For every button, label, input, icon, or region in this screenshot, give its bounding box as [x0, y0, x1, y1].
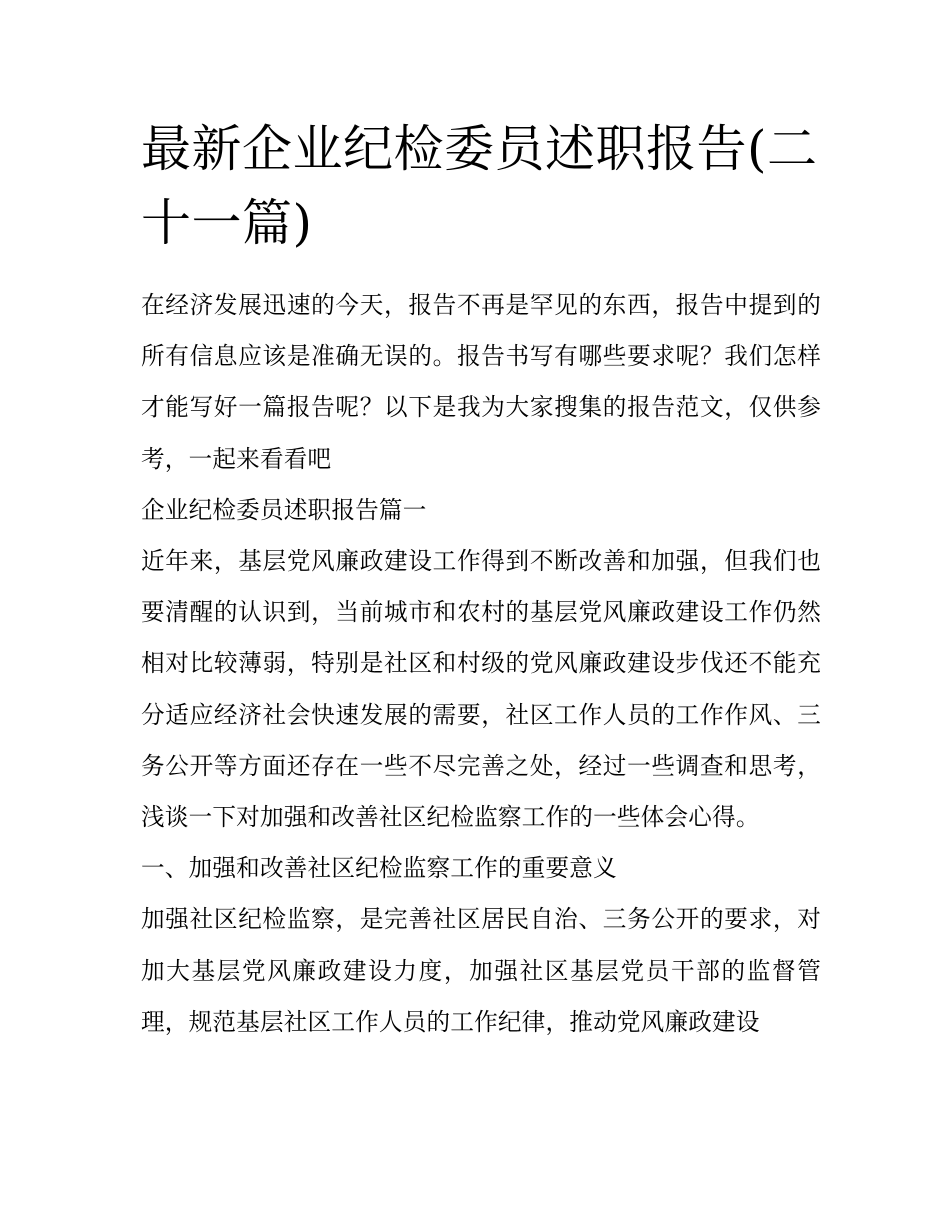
document-body: [141, 280, 821, 1048]
intro-paragraph: 在经济发展迅速的今天，报告不再是罕见的东西，报告中提到的所有信息应该是准确无误的。报告书写有哪些要求呢？我们怎样才能写好一篇报告呢？以下是我为大家搜集的报告范文，仅供参考，一起来看看吧: [141, 291, 821, 473]
section-heading: 企业纪检委员述职报告篇一: [141, 495, 427, 524]
subsection-heading: 一、加强和改善社区纪检监察工作的重要意义: [141, 854, 617, 883]
body-paragraph: 近年来，基层党风廉政建设工作得到不断改善和加强，但我们也要清醒的认识到，当前城市和农村的基层党风廉政建设工作仍然相对比较薄弱，特别是社区和村级的党风廉政建设步伐还不能充分适应经济社会快速发展的需要，社区工作人员的工作作风、三务公开等方面还存在一些不尽完善之处，经过一些调查和思考，浅谈一下对加强和改善社区纪检监察工作的一些体会心得。: [141, 547, 821, 832]
document-page: [141, 112, 821, 1048]
body-paragraph: 加强社区纪检监察，是完善社区居民自治、三务公开的要求，对加大基层党风廉政建设力度，加强社区基层党员干部的监督管理，规范基层社区工作人员的工作纪律，推动党风廉政建设: [141, 905, 821, 1036]
document-title: 最新企业纪检委员述职报告(二十一篇): [141, 120, 818, 252]
